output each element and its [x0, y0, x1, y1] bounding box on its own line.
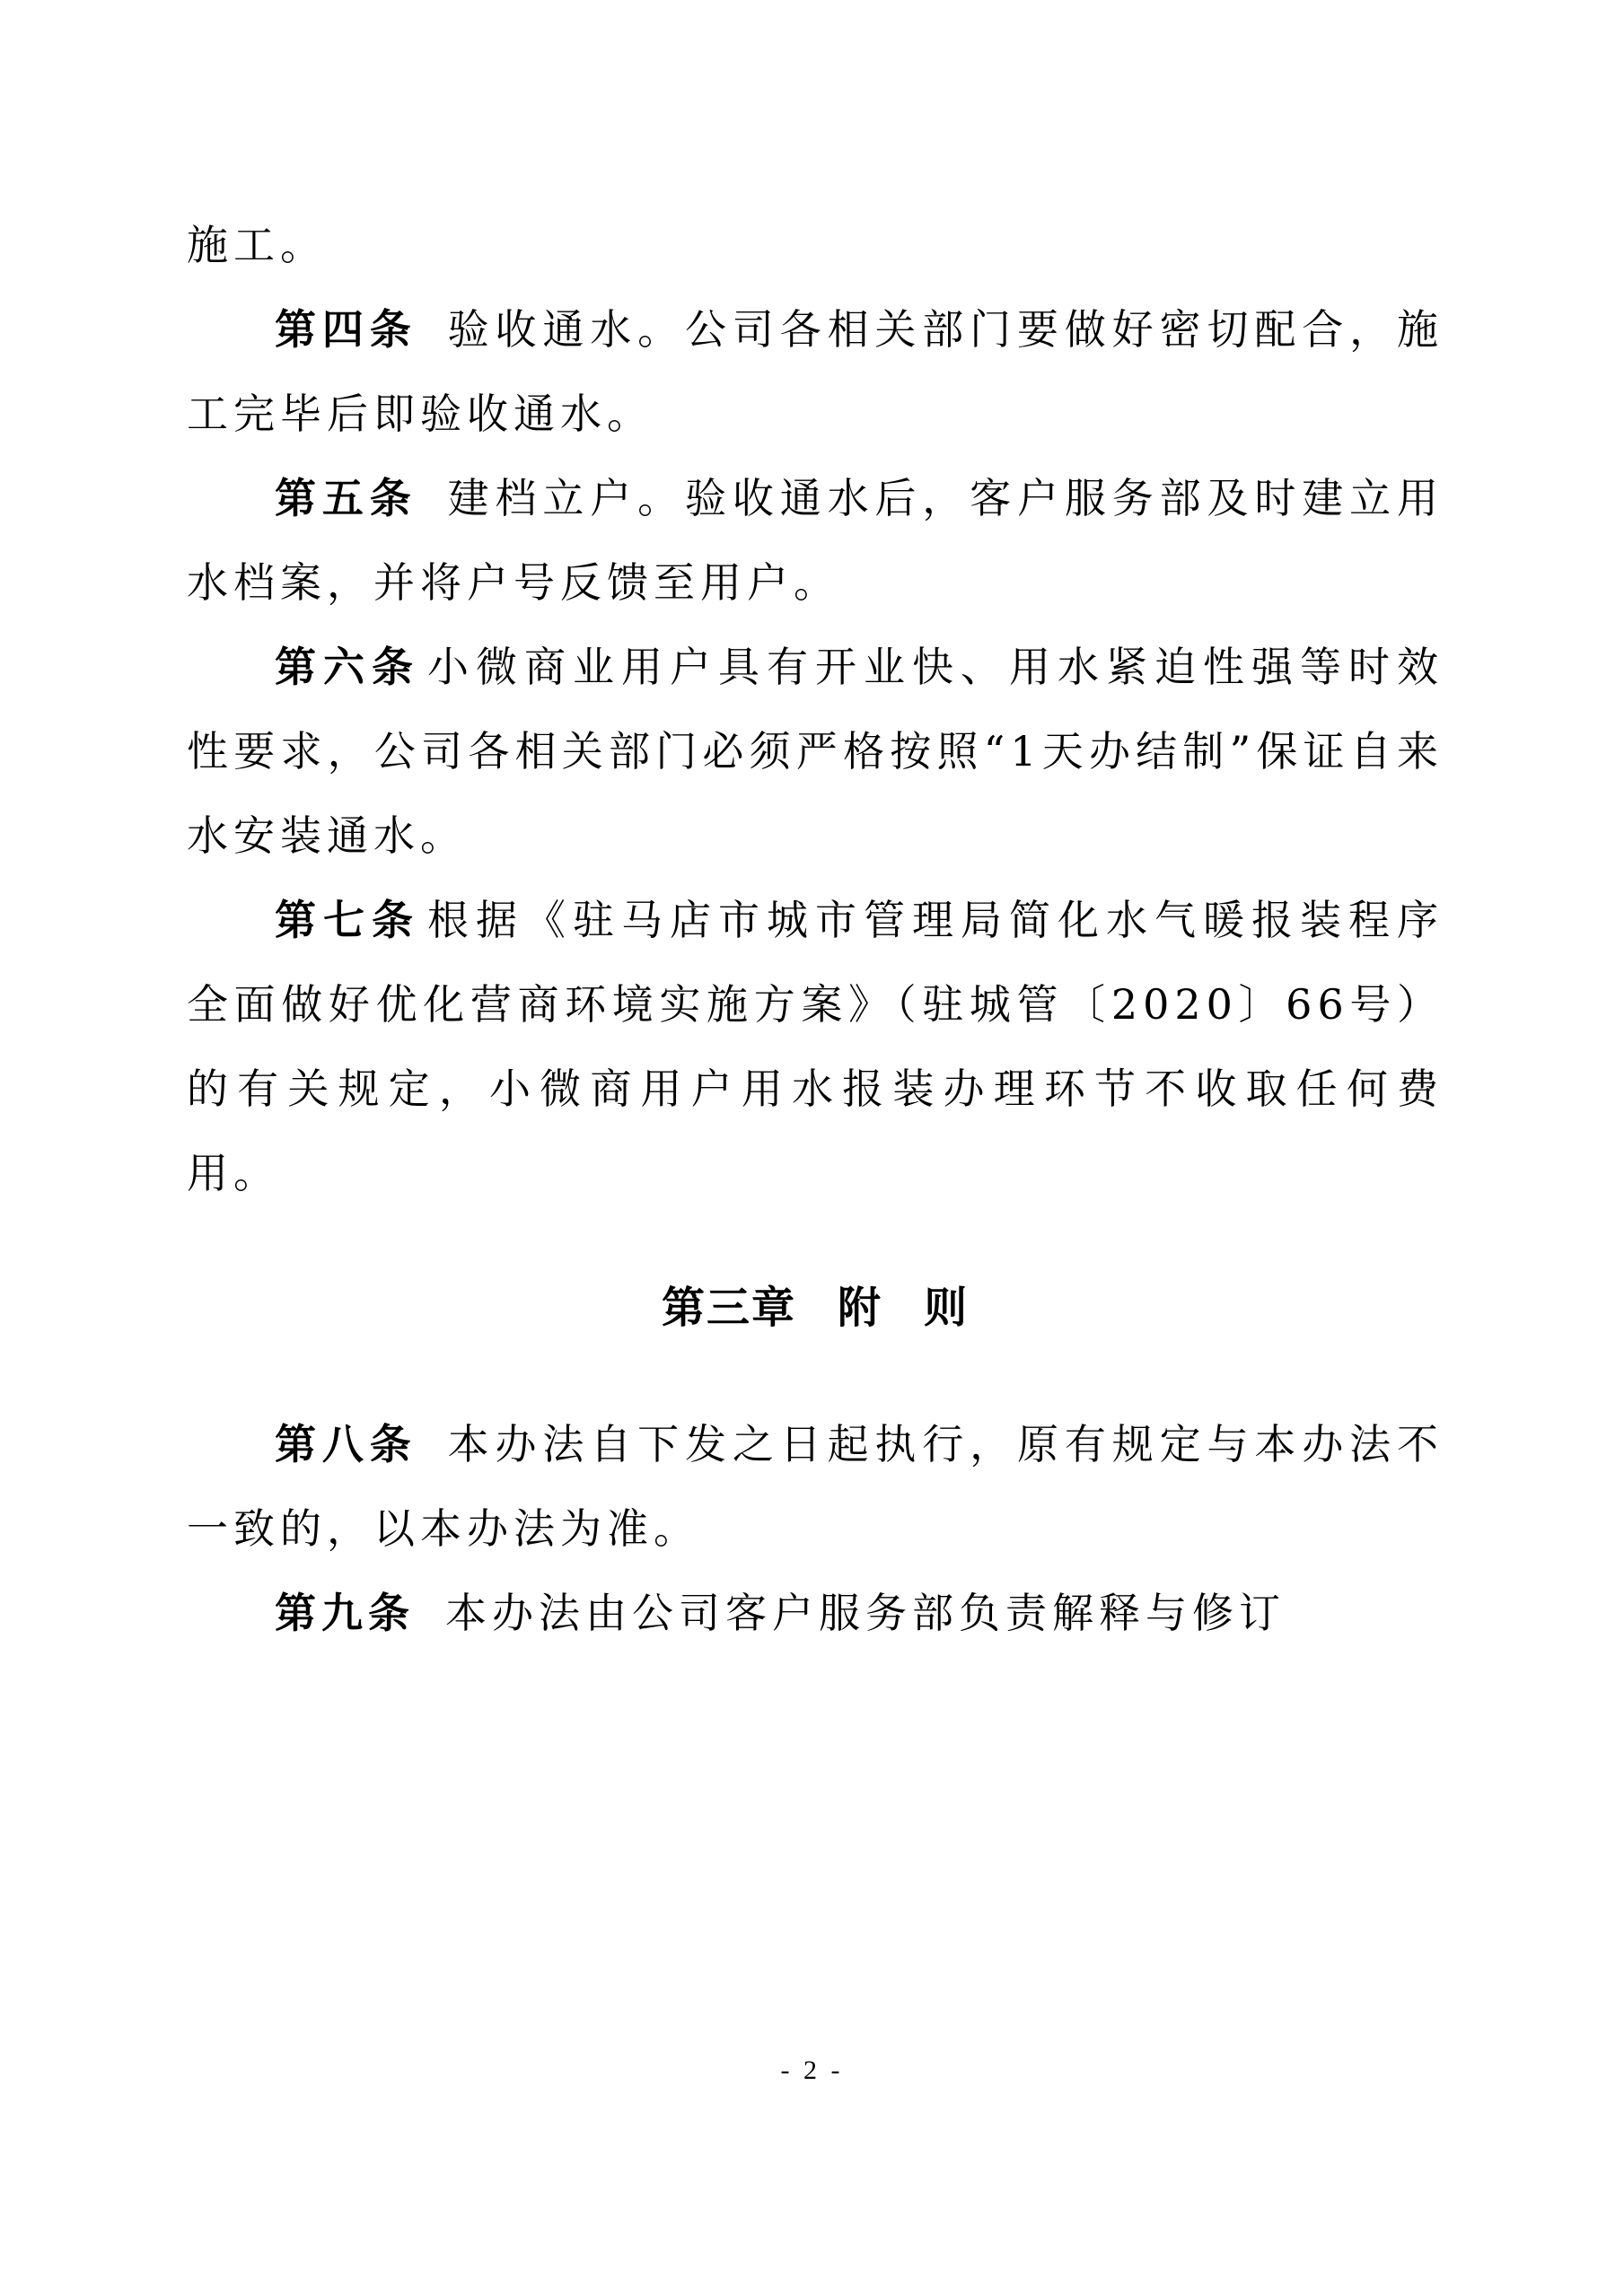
- article-4: [187, 287, 1444, 456]
- article-9: [187, 1571, 1444, 1655]
- document-body: [187, 203, 1444, 1655]
- chapter-title-part: 附: [837, 1283, 882, 1333]
- article-label: 第七条: [275, 896, 420, 944]
- paragraph-continuation: [187, 203, 1444, 287]
- article-label: 第六条: [275, 643, 420, 691]
- article-text: 本办法由公司客户服务部负责解释与修订: [445, 1589, 1286, 1637]
- article-text: 小微商业用户具有开业快、用水紧迫性强等时效性要求，公司各相关部门必须严格按照“1天办结制”保证自来水安装通水。: [187, 643, 1444, 860]
- article-text: 建档立户。验收通水后，客户服务部及时建立用水档案，并将户号反馈至用户。: [187, 474, 1444, 607]
- article-8: [187, 1402, 1444, 1571]
- article-label: 第八条: [275, 1420, 417, 1468]
- article-7: [187, 878, 1444, 1215]
- article-text: 本办法自下发之日起执行，原有规定与本办法不一致的，以本办法为准。: [187, 1420, 1444, 1553]
- article-text: 验收通水。公司各相关部门要做好密切配合，施工完毕后即验收通水。: [187, 305, 1444, 438]
- article-label: 第四条: [275, 305, 417, 354]
- chapter-number: 第三章: [661, 1283, 796, 1333]
- chapter-heading: [187, 1266, 1444, 1350]
- article-6: [187, 625, 1444, 878]
- article-text: 根据《驻马店市城市管理局简化水气暖报装程序全面做好优化营商环境实施方案》（驻城管〔2020〕66号）的有关规定，小微商用户用水报装办理环节不收取任何费用。: [187, 896, 1444, 1197]
- chapter-title-part: 则: [924, 1283, 970, 1333]
- page-number: - 2 -: [780, 2055, 844, 2085]
- article-5: [187, 456, 1444, 625]
- article-label: 第九条: [275, 1589, 415, 1637]
- paragraph-text: 施工。: [187, 221, 327, 269]
- article-label: 第五条: [275, 474, 417, 522]
